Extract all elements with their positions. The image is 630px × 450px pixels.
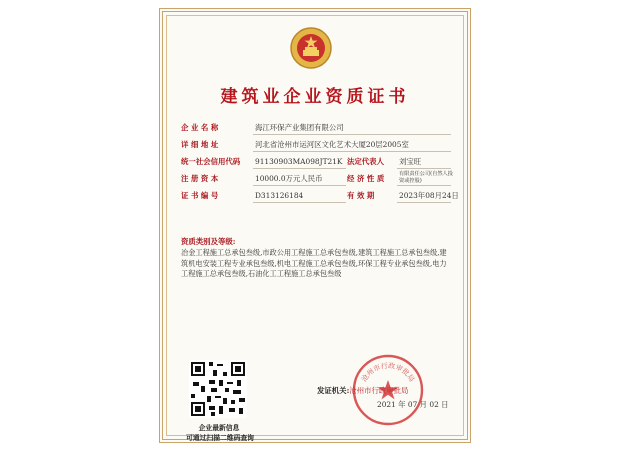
- field-capital: [181, 171, 451, 188]
- underline: [397, 168, 451, 169]
- underline: [253, 202, 346, 203]
- field-value: 10000.0万元人民币: [255, 174, 323, 183]
- underline: [253, 134, 451, 135]
- field-value: 刘宝旺: [399, 157, 422, 166]
- field-label: 注 册 资 本: [181, 174, 219, 183]
- field-value: D313126184: [255, 191, 304, 200]
- underline: [397, 202, 451, 203]
- svg-text:沧州市行政审批局: 沧州市行政审批局: [360, 361, 416, 384]
- scope-text: 冶金工程施工总承包叁级,市政公用工程施工总承包叁级,建筑工程施工总承包叁级,建筑机电安装工程专业承包叁级,机电工程施工总承包叁级,环保工程专业承包叁级,电力工程施工总承包叁级,石油化工工程施工总承包叁级: [181, 248, 447, 279]
- field-value: 河北省沧州市运河区文化艺术大厦20层2005室: [255, 140, 409, 149]
- qr-caption-scan: 可通过扫描二维码查询: [186, 434, 254, 442]
- underline: [253, 151, 451, 152]
- info-fields: [181, 120, 459, 205]
- certificate-title: 建筑业企业资质证书: [220, 87, 410, 107]
- field-label: 证 书 编 号: [181, 191, 219, 200]
- underline: [397, 185, 451, 186]
- issue-date: 2021 年 07 月 02 日: [377, 400, 449, 409]
- scope-title: 资质类别及等级:: [181, 237, 236, 246]
- underline: [253, 185, 346, 186]
- field-label: 企 业 名 称: [181, 123, 219, 132]
- qr-code-icon: [189, 360, 247, 418]
- issuer-value: 沧州市行政审批局: [349, 386, 409, 395]
- issuing-authority: [317, 385, 408, 396]
- certificate: [159, 8, 471, 443]
- qr-caption: 企业最新信息: [198, 424, 240, 432]
- field-label: 有 效 期: [347, 191, 375, 200]
- issuer-label: 发证机关:: [317, 386, 350, 395]
- field-label: 法定代表人: [347, 157, 384, 166]
- field-credit-code: [181, 154, 451, 171]
- field-company-name: [181, 120, 451, 137]
- field-value: 有限责任公司(自然人投资或控股): [399, 171, 453, 184]
- field-label: 详 细 地 址: [181, 140, 219, 149]
- field-value: 海江环保产业集团有限公司: [255, 123, 344, 132]
- field-cert-no: [181, 188, 459, 205]
- field-value: 91130903MA098JT21K: [255, 157, 343, 166]
- national-emblem-icon: [289, 26, 333, 70]
- field-address: [181, 137, 451, 154]
- field-value: 2023年08月24日: [399, 191, 459, 200]
- field-label: 统一社会信用代码: [181, 157, 241, 166]
- underline: [253, 168, 346, 169]
- field-label: 经 济 性 质: [347, 174, 385, 183]
